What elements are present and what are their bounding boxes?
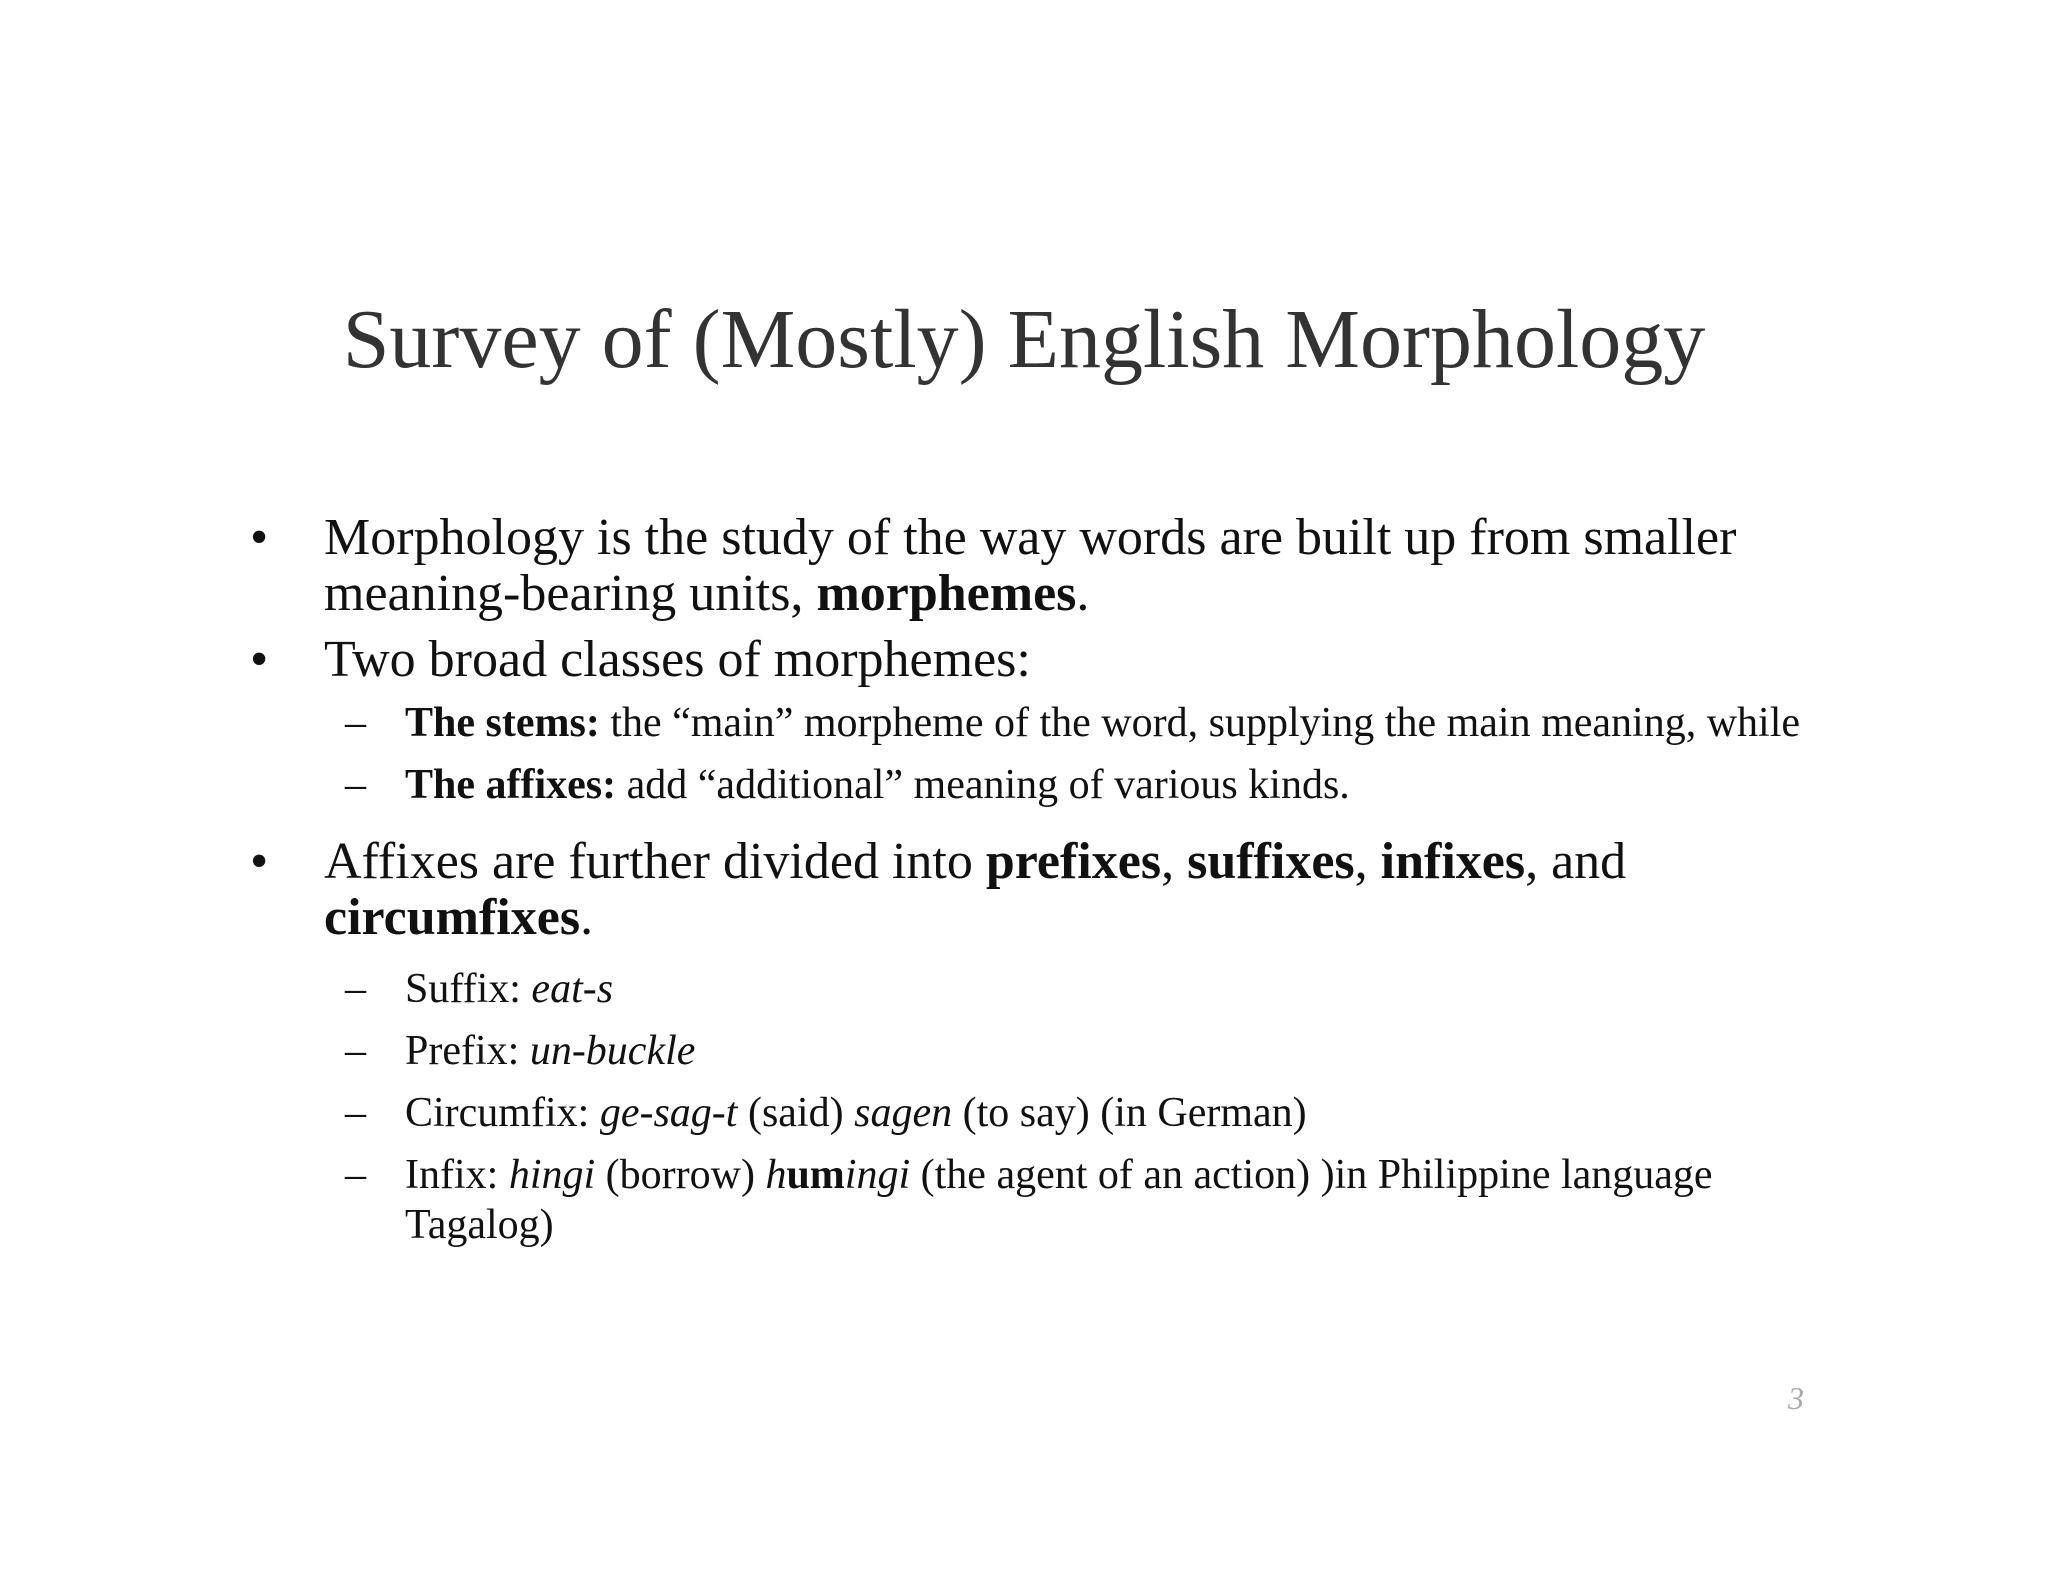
sub-bullet-affixes — [250, 760, 1810, 810]
bullet-marker: • — [250, 833, 269, 890]
term-prefixes: prefixes — [985, 833, 1162, 890]
dash-marker: – — [345, 966, 366, 1012]
separator: , — [1354, 833, 1381, 890]
sub-bullet-suffix — [250, 964, 1810, 1014]
dash-marker: – — [345, 1152, 366, 1198]
term-affixes: The affixes: — [405, 762, 617, 808]
example-label: Infix: — [405, 1152, 509, 1198]
bullet-text-end: . — [1076, 565, 1090, 622]
dash-marker: – — [345, 1090, 366, 1136]
bullet-text: Two broad classes of morphemes: — [324, 631, 1031, 688]
example-word-end: ingi — [844, 1152, 911, 1198]
example-word: ge-sag-t — [599, 1090, 738, 1136]
example-gloss: (said) — [737, 1090, 855, 1136]
dash-marker: – — [345, 700, 366, 746]
example-word: eat-s — [531, 966, 614, 1012]
separator: , and — [1525, 833, 1627, 890]
bullet-two-classes — [250, 632, 1810, 688]
slide-body — [250, 510, 1810, 1262]
slide-title: Survey of (Mostly) English Morphology — [342, 293, 1706, 386]
term-infixes: infixes — [1380, 833, 1526, 890]
example-word: un-buckle — [529, 1028, 696, 1074]
page-number: 3 — [1788, 1380, 1804, 1416]
bullet-marker: • — [250, 631, 269, 688]
dash-marker: – — [345, 1028, 366, 1074]
example-word: sagen — [854, 1090, 953, 1136]
term-suffixes: suffixes — [1187, 833, 1355, 890]
dash-marker: – — [345, 762, 366, 808]
separator: , — [1161, 833, 1188, 890]
example-label: Prefix: — [405, 1028, 530, 1074]
sub-bullet-stems — [250, 698, 1810, 748]
bullet-text-end: . — [580, 889, 594, 946]
infix-um: um — [786, 1152, 845, 1198]
bullet-affix-types — [250, 834, 1810, 946]
bullet-marker: • — [250, 509, 269, 566]
sub-bullet-text: the “main” morpheme of the word, supplying the main meaning, while — [599, 700, 1801, 746]
example-label: Circumfix: — [405, 1090, 600, 1136]
example-gloss: (to say) (in German) — [952, 1090, 1307, 1136]
bullet-morphology-definition — [250, 510, 1810, 622]
example-gloss: (the agent of an action) )in Philippine language Tagalog) — [405, 1152, 1713, 1248]
bullet-text: Morphology is the study of the way words are built up from smaller meaning-bearing units, — [324, 509, 1737, 622]
sub-bullet-prefix — [250, 1026, 1810, 1076]
sub-bullet-circumfix — [250, 1088, 1810, 1138]
term-circumfixes: circumfixes — [324, 889, 581, 946]
example-gloss: (borrow) — [595, 1152, 766, 1198]
bullet-text: Affixes are further divided into — [324, 833, 986, 890]
term-stems: The stems: — [405, 700, 600, 746]
sub-bullet-infix — [250, 1150, 1810, 1250]
term-morphemes: morphemes — [816, 565, 1077, 622]
example-label: Suffix: — [405, 966, 532, 1012]
example-word: hingi — [508, 1152, 596, 1198]
sub-bullet-text: add “additional” meaning of various kinds. — [616, 762, 1350, 808]
example-word-start: h — [765, 1152, 787, 1198]
